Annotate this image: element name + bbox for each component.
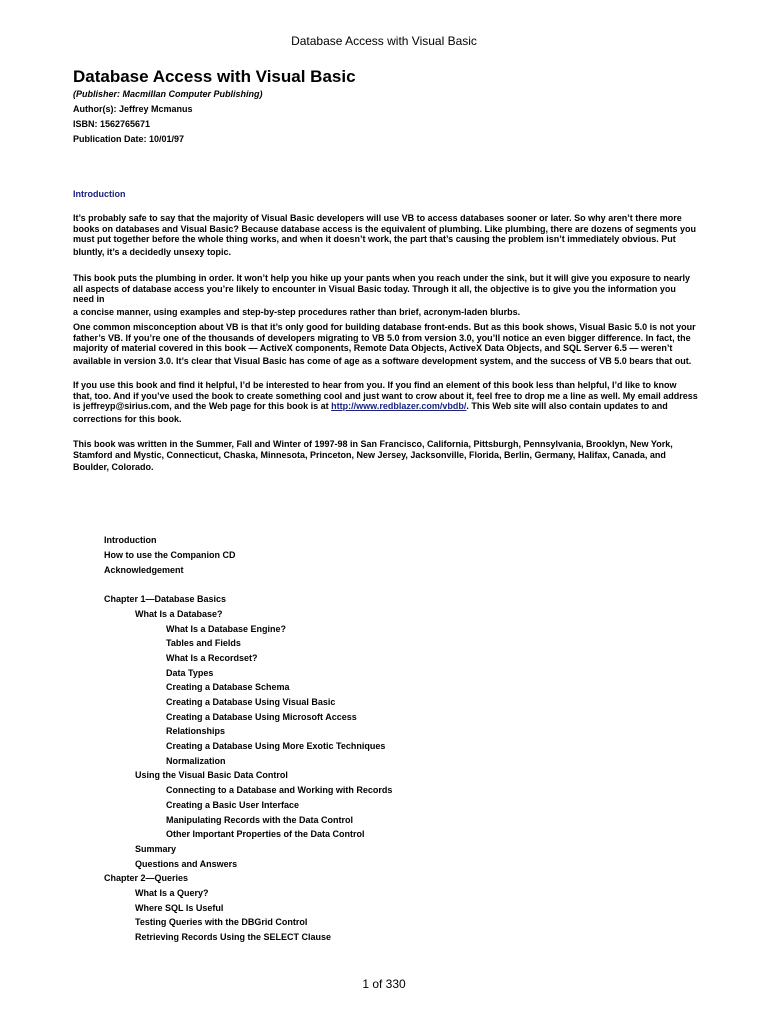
page-number: 1 of 330: [362, 977, 406, 991]
intro-paragraph-2: [73, 273, 698, 317]
toc-item[interactable]: Summary: [135, 844, 177, 854]
toc-item[interactable]: What Is a Query?: [135, 888, 209, 898]
toc-item[interactable]: Manipulating Records with the Data Control: [166, 815, 354, 825]
paragraph-text: This book puts the plumbing in order. It won’t help you hike up your pants when you reach under the sink, but it will give you exposure to nearly all aspects of database access you’re likely to encounter in Visual Basic today. Through it all, the objective is to give you the information you need in: [73, 273, 691, 304]
running-header: Database Access with Visual Basic: [291, 34, 477, 48]
intro-paragraph-3: [73, 322, 698, 366]
book-title: Database Access with Visual Basic: [73, 67, 356, 86]
author-line: Author(s): Jeffrey Mcmanus: [73, 104, 193, 114]
toc-item[interactable]: Normalization: [166, 756, 226, 766]
toc-item[interactable]: Tables and Fields: [166, 638, 241, 648]
toc-item[interactable]: Chapter 2—Queries: [104, 873, 189, 883]
toc-item[interactable]: Data Types: [166, 668, 214, 678]
toc-item[interactable]: Testing Queries with the DBGrid Control: [135, 917, 308, 927]
toc-item[interactable]: Creating a Database Using More Exotic Techniques: [166, 741, 386, 751]
intro-paragraph-1: [73, 213, 698, 257]
paragraph-text: If you use this book and find it helpful, I’d be interested to hear from you. If you find an element of this book less than helpful, I’d like to know that, too. And if you’ve used the book to create something cool and just want to crow about it, feel free to drop me a line as well. My email address is jeffreyp@sirius.com, and the Web page for this book is at: [73, 380, 698, 411]
paragraph-text-last: available in version 3.0. It’s clear that Visual Basic has come of age as a software development system, and the success of VB 5.0 bears that out.: [73, 355, 692, 366]
paragraph-text-last: bluntly, it’s a decidedly unsexy topic.: [73, 246, 232, 257]
publication-date-line: Publication Date: 10/01/97: [73, 134, 185, 144]
toc-item[interactable]: Questions and Answers: [135, 859, 238, 869]
toc-item[interactable]: Creating a Database Using Visual Basic: [166, 697, 336, 707]
paragraph-text: It’s probably safe to say that the majority of Visual Basic developers will use VB to access databases sooner or later. So why aren’t there more books on databases and Visual Basic? Because database access is the equivalent of plumbing. Like plumbing, there are dozens of segments you must put together before the whole thing works, and when it doesn’t work, the part that’s causing the problem isn’t immediately obvious. Put: [73, 213, 697, 244]
intro-paragraph-5: [73, 439, 698, 473]
toc-item[interactable]: Connecting to a Database and Working with Records: [166, 785, 393, 795]
paragraph-text: One common misconception about VB is that it’s only good for building database front-ends. But as this book shows, Visual Basic 5.0 is not your father’s VB. If you’re one of the thousands of developers migrating to VB 5.0 from version 3.0, you’ll notice an even bigger difference. In fact, the majority of material covered in this book — ActiveX components, Remote Data Objects, ActiveX Data Objects, and SQL Server 6.5 — weren’t: [73, 322, 696, 353]
toc-item[interactable]: Using the Visual Basic Data Control: [135, 770, 288, 780]
toc-item[interactable]: Chapter 1—Database Basics: [104, 594, 227, 604]
paragraph-text-last: a concise manner, using examples and step-by-step procedures rather than brief, acronym-laden blurbs.: [73, 306, 521, 317]
book-web-page-link[interactable]: http://www.redblazer.com/vbdb/: [331, 401, 467, 411]
paragraph-text: . This Web site will also contain updates to and: [466, 401, 668, 411]
toc-item[interactable]: Creating a Basic User Interface: [166, 800, 300, 810]
isbn-line: ISBN: 1562765671: [73, 119, 151, 129]
toc-item[interactable]: Relationships: [166, 726, 226, 736]
toc-item[interactable]: Introduction: [104, 535, 157, 545]
toc-item[interactable]: Acknowledgement: [104, 565, 184, 575]
toc-item[interactable]: Retrieving Records Using the SELECT Clause: [135, 932, 332, 942]
toc-item[interactable]: What Is a Recordset?: [166, 653, 258, 663]
intro-paragraph-4: [73, 380, 698, 424]
toc-item[interactable]: Other Important Properties of the Data Control: [166, 829, 365, 839]
introduction-heading: Introduction: [73, 189, 126, 199]
toc-item[interactable]: How to use the Companion CD: [104, 550, 236, 560]
paragraph-text-last: corrections for this book.: [73, 413, 182, 424]
toc-item[interactable]: What Is a Database Engine?: [166, 624, 287, 634]
publisher-line: (Publisher: Macmillan Computer Publishing): [73, 89, 263, 99]
toc-item[interactable]: Where SQL Is Useful: [135, 903, 224, 913]
paragraph-text-last: Boulder, Colorado.: [73, 462, 154, 472]
toc-item[interactable]: Creating a Database Schema: [166, 682, 290, 692]
toc-item[interactable]: What Is a Database?: [135, 609, 223, 619]
paragraph-text: This book was written in the Summer, Fall and Winter of 1997-98 in San Francisco, California, Pittsburgh, Pennsylvania, Brooklyn, New York, Stamford and Mystic, Connecticut, Chaska, Minnesota, Princeton, New Jersey, Jacksonville, Florida, Berlin, Germany, Halifax, Canada, and: [73, 439, 673, 460]
toc-item[interactable]: Creating a Database Using Microsoft Access: [166, 712, 357, 722]
